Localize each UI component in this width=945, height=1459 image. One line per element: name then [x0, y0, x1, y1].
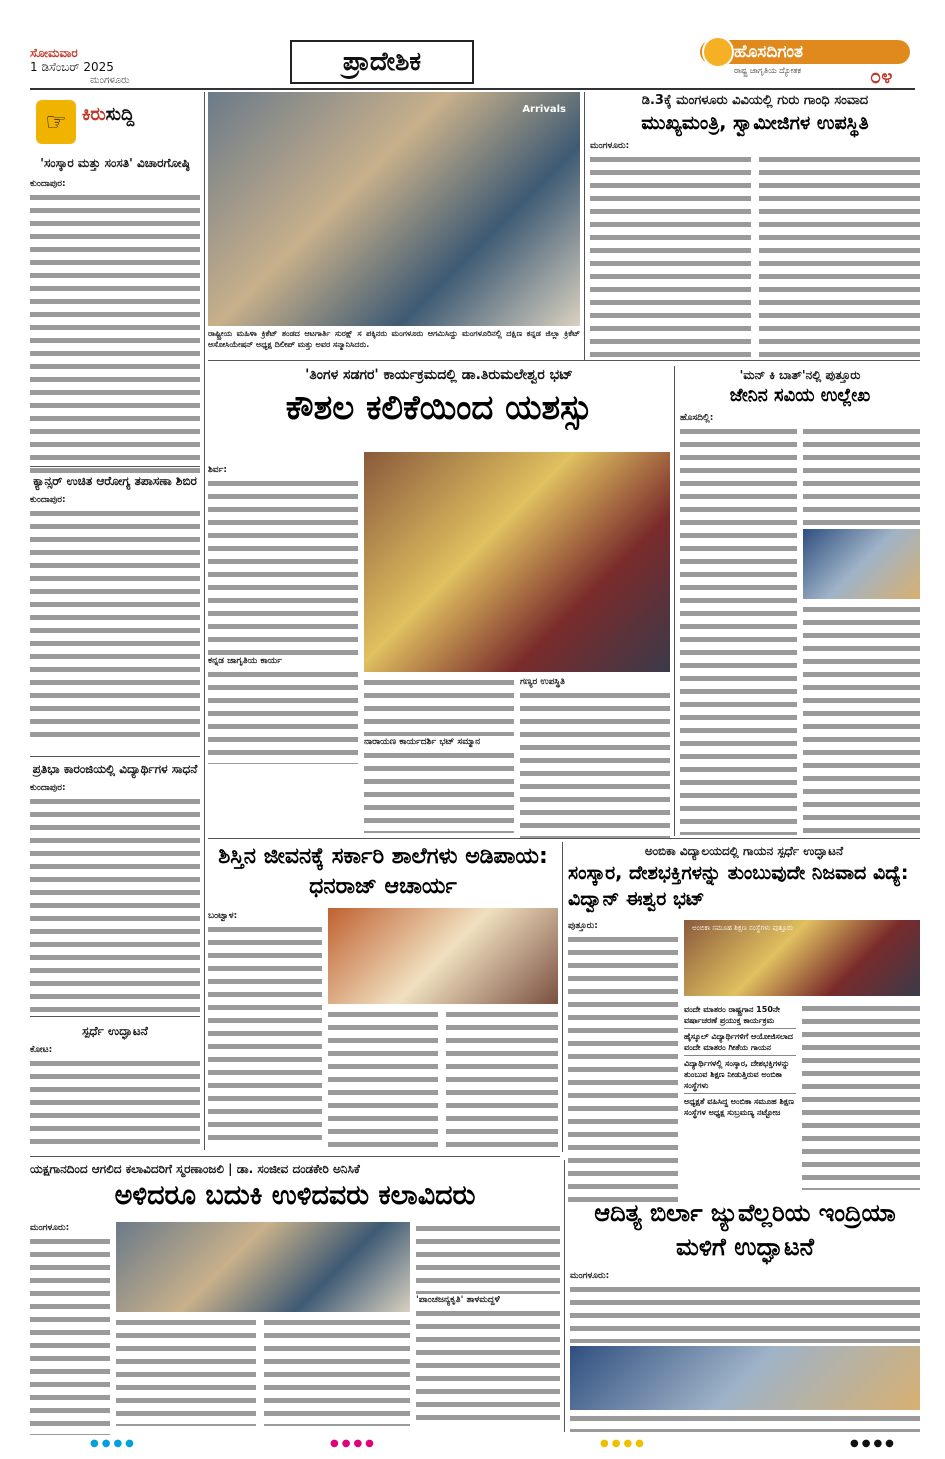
aditya-headline: ಆದಿತ್ಯ ಬಿರ್ಲಾ ಜ್ಯುವೆಲ್ಲರಿಯ ಇಂದ್ರಿಯಾ ಮಳಿಗೆ ಉದ್ಘಾಟನೆ — [594, 1199, 896, 1261]
ambika-kicker: ಅಂಬಿಕಾ ವಿದ್ಯಾಲಯದಲ್ಲಿ ಗಾಯನ ಸ್ಪರ್ಧೆ ಉದ್ಘಾಟನೆ — [644, 844, 844, 858]
text-block — [416, 1307, 560, 1423]
brief-3-headline: ಪ್ರತಿಭಾ ಕಾರಂಜಿಯಲ್ಲಿ ವಿದ್ಯಾರ್ಥಿಗಳ ಸಾಧನೆ — [32, 762, 198, 776]
photo-caption: ರಾಷ್ಟ್ರೀಯ ಮಹಿಳಾ ಕ್ರಿಕೆಟ್ ತಂಡದ ಆಟಗಾರ್ತಿ ಸುರಕ್ಷ್ ಸ ಪಕ್ಕಿನರು ಮಂಗಳೂರು ಆಗಮಿಸಿದ್ದು ಮಂಗಳೂರಿನಲ್ಲಿ ದಕ್ಷಿಣ ಕನ್ನಡ ಜಿಲ್ಲಾ ಕ್ರಿಕೆಟ್ ಅಸೋಸಿಯೇಷನ್ ಅಧ್ಯಕ್ಷ ದಿಲೀಪ್ ಮತ್ತು ಅವರ ಸನ್ಮಾನಿಸಿದರು. — [208, 329, 580, 349]
text-block — [570, 1283, 920, 1343]
brief-3 — [30, 760, 200, 1013]
skill-sub3: ನಾರಾಯಣ ಕಾರ್ಯದರ್ಶಿ ಭಟ್ ಸಮ್ಮಾನ — [364, 737, 481, 747]
brief-1 — [30, 154, 200, 481]
kiru-suddi-label-b: ಸುದ್ದಿ — [105, 104, 135, 125]
brief-1-headline: 'ಸಂಸ್ಕಾರ ಮತ್ತು ಸಂಸತಿ' ವಿಚಾರಗೋಷ್ಠಿ — [40, 156, 190, 170]
guru-gandhi-body-col2 — [759, 153, 920, 359]
kiru-suddi-label — [82, 104, 134, 125]
skill-event-photo — [364, 452, 670, 672]
ambika-bullets — [684, 1002, 796, 1120]
brand-name: ಹೊಸದಿಗಂತ — [700, 40, 910, 64]
skill-kicker: 'ತಿಂಗಳ ಸಡಗರ' ಕಾರ್ಯಕ್ರಮದಲ್ಲಿ ಡಾ.ತಿರುಮಲೇಶ್ವರ ಭಟ್ — [305, 367, 573, 383]
ambika-bullet: ಹೈಸ್ಕೂಲ್ ವಿದ್ಯಾರ್ಥಿಗಳಿಗೆ ಆಯೋಜಿಸಲಾದ ವಂದೇ ಮಾತರಂ ಗೀತೆಯ ಗಾಯನ — [684, 1029, 796, 1056]
brand-logo — [700, 34, 920, 90]
ambika-story — [568, 842, 920, 912]
masthead-date — [30, 46, 130, 88]
divider — [30, 466, 200, 467]
text-block — [364, 676, 514, 736]
mkb-kicker: 'ಮನ್ ಕಿ ಬಾತ್'ನಲ್ಲಿ ಪುತ್ತೂರು — [739, 368, 861, 382]
school-headline: ಶಿಸ್ತಿನ ಜೀವನಕ್ಕೆ ಸರ್ಕಾರಿ ಶಾಲೆಗಳು ಅಡಿಪಾಯ: ಧನರಾಜ್ ಆಚಾರ್ಯ — [218, 844, 548, 899]
ambika-headline: ಸಂಸ್ಕಾರ, ದೇಶಭಕ್ತಿಗಳನ್ನು ತುಂಬುವುದೇ ನಿಜವಾದ ವಿದ್ಯೆ: ವಿದ್ವಾನ್ ಈಶ್ವರ ಭಟ್ — [568, 862, 909, 910]
school-body-col3 — [446, 1008, 558, 1152]
brief-3-body — [30, 795, 200, 1013]
mkb-dateline: ಹೊಸದಿಲ್ಲಿ: — [680, 413, 714, 423]
text-block — [30, 1235, 110, 1435]
guru-gandhi-body-col1 — [590, 153, 751, 359]
ambika-body-col3 — [802, 1002, 920, 1190]
arrivals-sign: Arrivals — [522, 104, 566, 115]
brief-2-body — [30, 507, 200, 741]
skill-dateline: ಶಿರ್ವ: — [208, 465, 227, 475]
yaksha-sub: 'ಪಾಂಚಜನ್ಯಕೃತಿ' ತಾಳಮದ್ದಳೆ — [416, 1295, 500, 1305]
date-label: 1 ಡಿಸೆಂಬರ್ 2025 — [30, 60, 114, 74]
brief-4-body — [30, 1057, 200, 1149]
column-divider — [584, 92, 585, 360]
registration-marks: ●●●● — [330, 1438, 377, 1449]
mkb-headline: ಜೇನಿನ ಸವಿಯ ಉಲ್ಲೇಖ — [729, 385, 871, 406]
sun-icon — [702, 36, 734, 68]
page-number: ೦೪ — [870, 64, 893, 88]
skill-body-col1 — [208, 464, 358, 764]
text-block — [208, 668, 358, 764]
registration-marks: ●●●● — [90, 1438, 137, 1449]
yaksha-headline: ಅಳಿದರೂ ಬದುಕಿ ಉಳಿದವರು ಕಲಾವಿದರು — [114, 1180, 476, 1211]
brief-2 — [30, 472, 200, 741]
yaksha-event-photo — [116, 1222, 410, 1312]
guru-gandhi-kicker: ಡಿ.3ಕ್ಕೆ ಮಂಗಳೂರು ವಿವಿಯಲ್ಲಿ ಗುರು ಗಾಂಧಿ ಸಂವಾದ — [641, 93, 869, 108]
divider — [30, 1016, 200, 1017]
skill-headline: ಕೌಶಲ ಕಲಿಕೆಯಿಂದ ಯಶಸ್ಸು — [285, 388, 593, 428]
brief-4 — [30, 1022, 200, 1149]
yaksha-kicker: ಯಕ್ಷಗಾನದಿಂದ ಆಗಲಿದ ಕಲಾವಿದರಿಗೆ ಸ್ಮರಣಾಂಜಲಿ | ಡಾ. ಸಂಜೀವ ದಂಡಕೇರಿ ಅನಿಸಿಕೆ — [30, 1162, 360, 1176]
ambika-event-photo — [684, 920, 920, 996]
header-rule — [30, 88, 915, 90]
text-block — [520, 689, 670, 839]
jewellery-store-photo — [570, 1346, 920, 1410]
school-body-col2 — [328, 1008, 438, 1152]
guru-gandhi-story — [590, 92, 920, 359]
brief-1-body — [30, 191, 200, 481]
yaksha-dateline: ಮಂಗಳೂರು: — [30, 1223, 70, 1233]
column-divider — [674, 366, 675, 836]
divider — [30, 756, 200, 757]
brand-tagline: ರಾಷ್ಟ್ರ ಜಾಗೃತಿಯ ದ್ಯೋತಕ — [734, 66, 802, 75]
registration-marks: ●●●● — [850, 1438, 897, 1449]
yaksha-body-col2 — [116, 1316, 256, 1426]
city-label: ಮಂಗಳೂರು — [90, 75, 130, 86]
ambika-dateline: ಪುತ್ತೂರು: — [568, 921, 598, 931]
registration-marks: ●●●● — [600, 1438, 647, 1449]
school-event-photo — [328, 908, 558, 1004]
text-block — [803, 425, 920, 525]
text-block — [568, 933, 678, 1203]
section-title: ಪ್ರಾದೇಶಿಕ — [290, 40, 474, 84]
yaksha-body-col1 — [30, 1222, 110, 1435]
aditya-caption — [570, 1412, 920, 1432]
text-block — [803, 603, 920, 839]
skill-body-col2 — [364, 676, 514, 833]
cricket-welcome-photo — [208, 92, 580, 326]
text-block — [208, 923, 322, 1147]
pointing-hand-icon: ☞ — [36, 100, 76, 144]
skill-story — [208, 366, 670, 432]
column-divider — [204, 92, 205, 1150]
kiru-suddi-badge — [30, 96, 200, 148]
ambika-bullet: ವಂದೇ ಮಾತರಂ ರಾಷ್ಟ್ರಗಾನ 150ನೇ ವರ್ಷಾಚರಣೆ ಪ್ರಯುಕ್ತ ಕಾರ್ಯಕ್ರಮ — [684, 1002, 796, 1029]
text-block — [416, 1222, 560, 1294]
school-dateline: ಬಂಟ್ವಾಳ: — [208, 911, 238, 921]
brief-1-dateline: ಕುಂದಾಪುರ: — [30, 179, 66, 189]
brief-2-dateline: ಕುಂದಾಪುರ: — [30, 495, 66, 505]
ambika-bullet: ಅಧ್ಯಕ್ಷತೆ ವಹಿಸಿದ್ದ ಅಂಬಿಕಾ ಸಮೂಹ ಶಿಕ್ಷಣ ಸಂಸ್ಥೆಗಳ ಅಧ್ಯಕ್ಷ ಸುಬ್ರಮಣ್ಯ ನಟ್ಟೋಜ — [684, 1097, 794, 1117]
brief-2-headline: ಕ್ಯಾನ್ಸರ್ ಉಚಿತ ಆರೋಗ್ಯ ತಪಾಸಣಾ ಶಿಬಿರ — [33, 474, 197, 488]
yakshagana-story — [30, 1160, 560, 1214]
kiru-suddi-label-a: ಕಿರು — [82, 104, 106, 125]
aditya-body — [570, 1270, 920, 1343]
school-body-col1 — [208, 910, 322, 1147]
mann-ki-baat-story — [680, 366, 920, 839]
divider — [208, 838, 920, 839]
text-block — [208, 477, 358, 655]
brief-4-dateline: ಕೋಟ: — [30, 1045, 53, 1055]
ambika-banner-text: ಅಂಬಿಕಾ ಸಮೂಹ ಶಿಕ್ಷಣ ಸಂಸ್ಥೆಗಳು ಪುತ್ತೂರು — [692, 924, 793, 932]
yaksha-body-col3 — [264, 1316, 410, 1426]
brief-4-headline: ಸ್ಪರ್ಧೆ ಉದ್ಘಾಟನೆ — [82, 1024, 148, 1038]
column-divider — [564, 1160, 565, 1432]
divider — [208, 360, 920, 361]
aditya-dateline: ಮಂಗಳೂರು: — [570, 1271, 610, 1281]
mkb-body-col1 — [680, 425, 797, 835]
brief-3-dateline: ಕುಂದಾಪುರ: — [30, 783, 66, 793]
skill-body-col3 — [520, 676, 670, 839]
divider — [30, 1156, 560, 1157]
column-divider — [562, 842, 563, 1152]
guru-gandhi-headline: ಮುಖ್ಯಮಂತ್ರಿ, ಸ್ವಾಮೀಜಿಗಳ ಉಪಸ್ಥಿತಿ — [641, 112, 869, 134]
text-block — [364, 749, 514, 833]
skill-sub1: ಕನ್ನಡ ಜಾಗೃತಿಯ ಕಾರ್ಯ — [208, 656, 282, 666]
ambika-body-col1 — [568, 920, 678, 1203]
day-label: ಸೋಮವಾರ — [30, 46, 78, 60]
ambika-bullet: ವಿದ್ಯಾರ್ಥಿಗಳಲ್ಲಿ ಸಂಸ್ಕಾರ, ದೇಶಭಕ್ತಿಗಳನ್ನು ತುಂಬುವ ಶಿಕ್ಷಣ ನೀಡುತ್ತಿರುವ ಅಂಬಿಕಾ ಸಂಸ್ಥೆಗಳು — [684, 1056, 796, 1094]
skill-sub2: ಗಣ್ಯರ ಉಪಸ್ಥಿತಿ — [520, 677, 565, 687]
yaksha-body-col4 — [416, 1222, 560, 1423]
modi-portrait — [803, 529, 920, 599]
guru-gandhi-dateline: ಮಂಗಳೂರು: — [590, 141, 630, 151]
